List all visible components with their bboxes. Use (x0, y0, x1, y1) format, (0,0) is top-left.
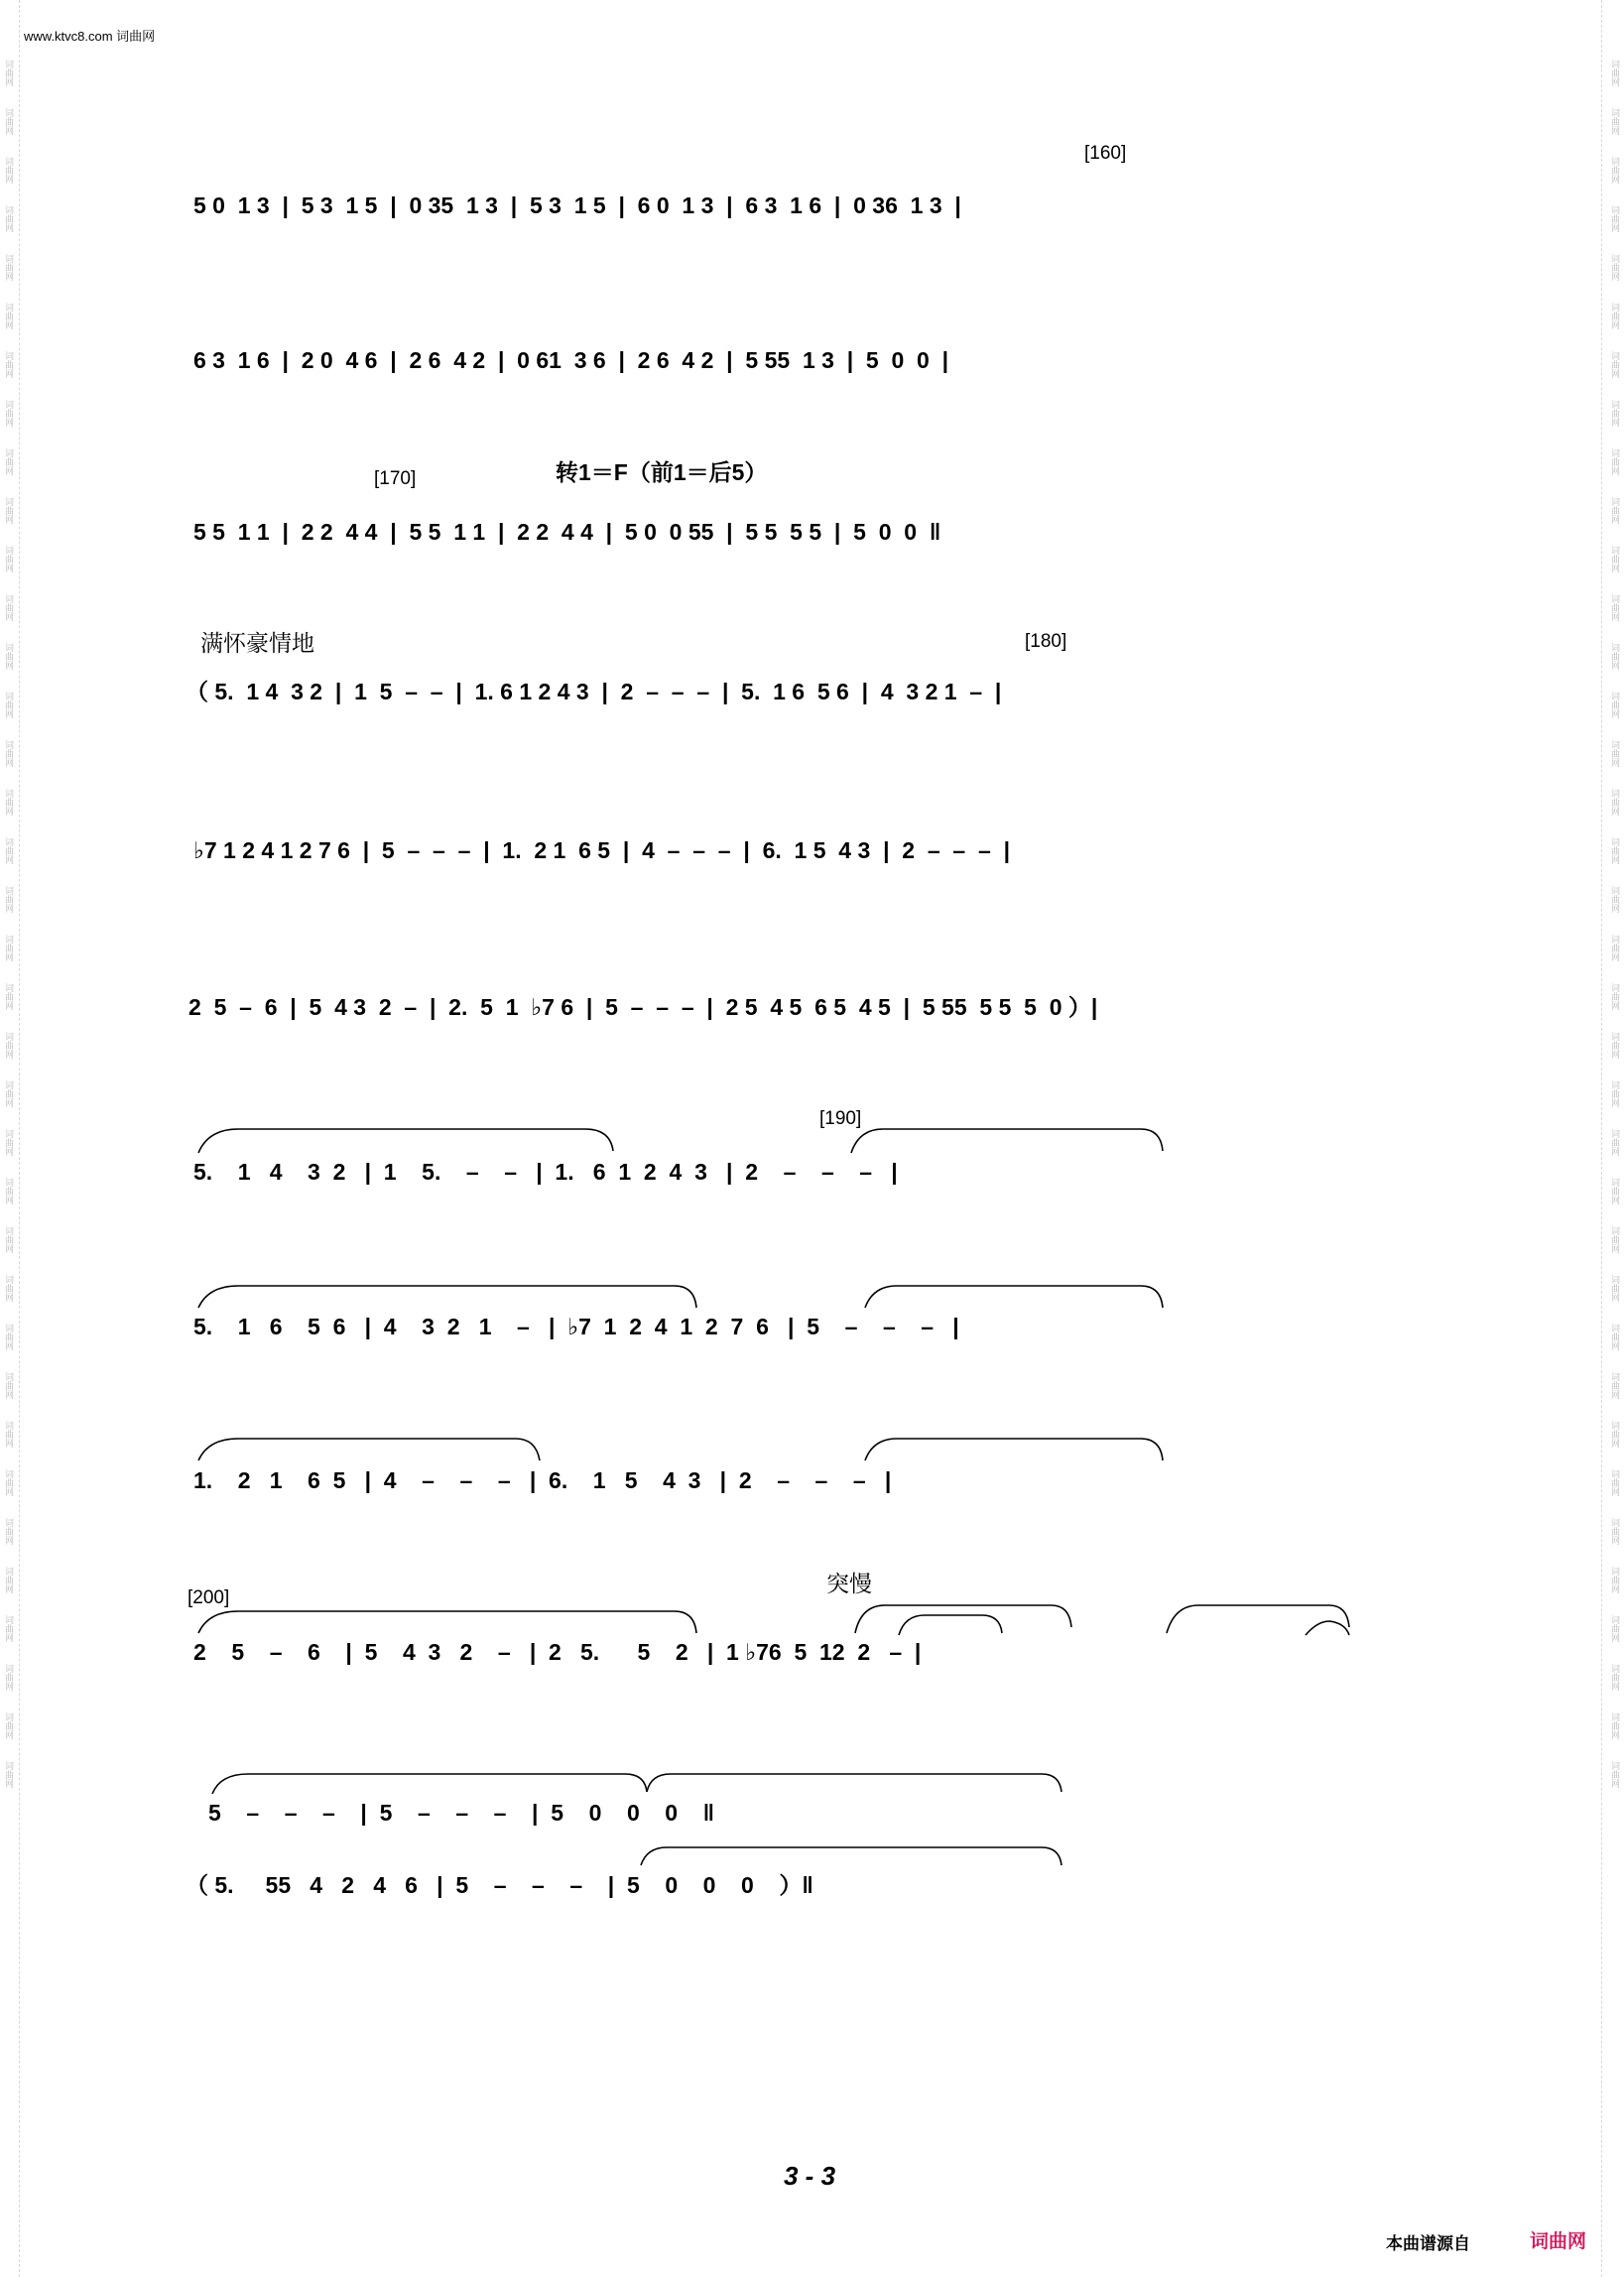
notation-line-6: 2 5 – 6 | 5 4 3 2 – | 2. 5 1 ♭7 6 | 5 – – – | 2 5 4 5 6 5 4 5 | 5 55 5 5 5 0 ）| (188, 994, 1098, 1020)
measure-number-170: [170] (374, 468, 417, 489)
slur-9 (899, 1615, 1002, 1635)
slur-12 (212, 1774, 647, 1794)
footer-brand-link[interactable]: 词曲网 (1530, 2231, 1587, 2252)
slur-8 (855, 1605, 1071, 1633)
measure-number-180: [180] (1025, 631, 1067, 652)
slur-14 (641, 1847, 1062, 1865)
measure-number-200: [200] (187, 1587, 230, 1608)
slur-13 (647, 1774, 1062, 1792)
key-change-annotation: 转1＝F（前1＝后5） (556, 459, 768, 485)
notation-line-1: 5 0 1 3 | 5 3 1 5 | 0 35 1 3 | 5 3 1 5 | 6 0 1 3 | 6 3 1 6 | 0 36 1 3 | (193, 192, 961, 218)
footer-source-label: 本曲谱源自 (1386, 2234, 1470, 2253)
notation-line-7: 5. 1 4 3 2 | 1 5. – – | 1. 6 1 2 4 3 | 2 – – – | (193, 1159, 898, 1185)
site-header: www.ktvc8.com 词曲网 (24, 29, 156, 44)
measure-number-160: [160] (1084, 143, 1127, 164)
slur-4 (865, 1286, 1163, 1308)
notation-line-4: （ 5. 1 4 3 2 | 1 5 – – | 1. 6 1 2 4 3 | 2 – – – | 5. 1 6 5 6 | 4 3 2 1 – | (186, 679, 1002, 704)
edge-watermark-right: 词曲网 词曲网 词曲网 词曲网 词曲网 词曲网 词曲网 词曲网 词曲网 词曲网 词曲网 词曲网 词曲网 词曲网 词曲网 词曲网 词曲网 词曲网 词曲网 词曲网 词曲网 词曲网 词曲网 词曲网 词曲网 词曲网 词曲网 词曲网 词曲网 词曲网 词曲网 词曲网 词曲网 词曲网 词曲网 词曲网 (1610, 60, 1620, 1788)
notation-line-2: 6 3 1 6 | 2 0 4 6 | 2 6 4 2 | 0 61 3 6 | 2 6 4 2 | 5 55 1 3 | 5 0 0 | (193, 347, 949, 373)
notation-line-8: 5. 1 6 5 6 | 4 3 2 1 – | ♭7 1 2 4 1 2 7 6 | 5 – – – | (193, 1314, 959, 1339)
expression-annotation: 满怀豪情地 (200, 630, 314, 656)
page-number: 3 - 3 (784, 2161, 836, 2191)
measure-number-190: [190] (819, 1108, 862, 1129)
notation-line-10: 2 5 – 6 | 5 4 3 2 – | 2 5. 5 2 | 1 ♭76 5 12 2 – | (193, 1639, 922, 1665)
slur-5 (198, 1439, 540, 1460)
notation-line-5: ♭7 1 2 4 1 2 7 6 | 5 – – – | 1. 2 1 6 5 | 4 – – – | 6. 1 5 4 3 | 2 – – – | (193, 837, 1011, 863)
slur-11 (1306, 1621, 1349, 1635)
notation-line-12: （ 5. 55 4 2 4 6 | 5 – – – | 5 0 0 0 ）‖ (186, 1872, 813, 1898)
slur-6 (865, 1439, 1163, 1460)
slur-7 (198, 1611, 696, 1633)
slur-2 (851, 1129, 1163, 1153)
slur-3 (198, 1286, 696, 1308)
slur-10 (1167, 1605, 1349, 1633)
notation-line-9: 1. 2 1 6 5 | 4 – – – | 6. 1 5 4 3 | 2 – – – | (193, 1467, 892, 1493)
slur-1 (198, 1129, 613, 1153)
edge-watermark-left: 词曲网 词曲网 词曲网 词曲网 词曲网 词曲网 词曲网 词曲网 词曲网 词曲网 词曲网 词曲网 词曲网 词曲网 词曲网 词曲网 词曲网 词曲网 词曲网 词曲网 词曲网 词曲网 词曲网 词曲网 词曲网 词曲网 词曲网 词曲网 词曲网 词曲网 词曲网 词曲网 词曲网 词曲网 词曲网 词曲网 (4, 60, 14, 1788)
notation-line-3: 5 5 1 1 | 2 2 4 4 | 5 5 1 1 | 2 2 4 4 | 5 0 0 55 | 5 5 5 5 | 5 0 0 ‖ (193, 519, 941, 545)
tempo-annotation: 突慢 (826, 1571, 872, 1596)
notation-line-11: 5 – – – | 5 – – – | 5 0 0 0 ‖ (208, 1800, 715, 1826)
